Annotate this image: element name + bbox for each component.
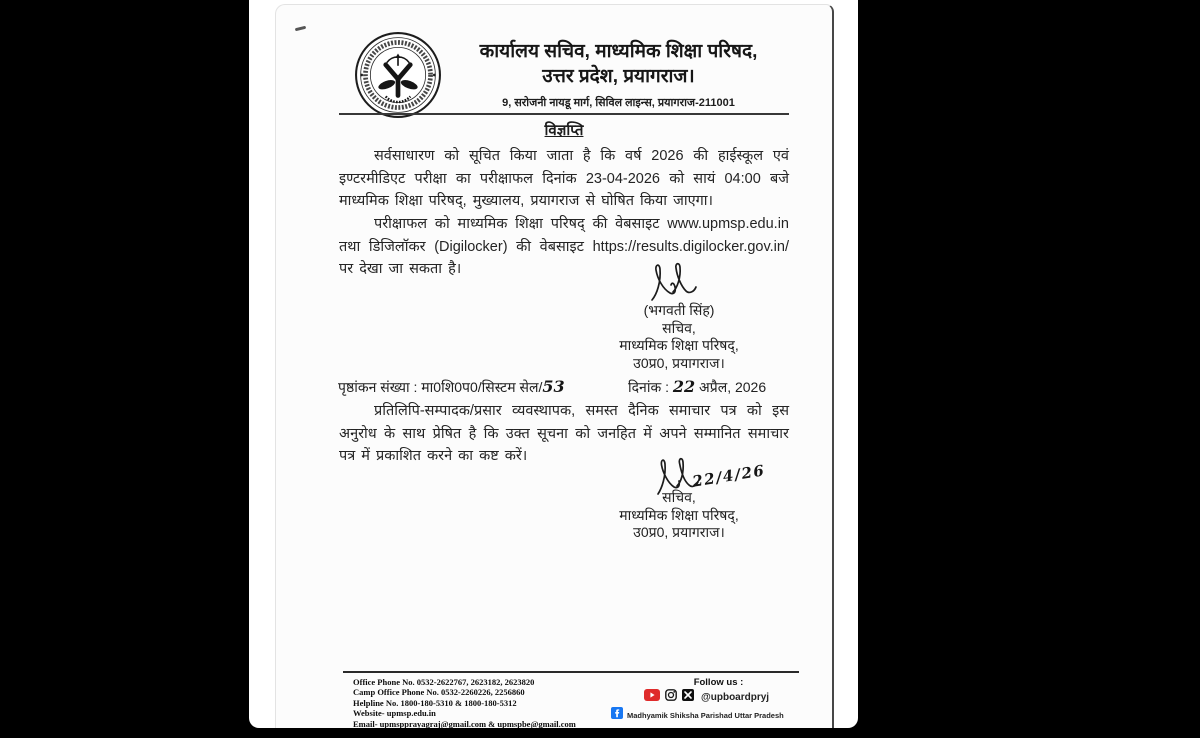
corner-pen-mark [295, 26, 306, 32]
social-icons-row [644, 688, 769, 706]
footer-contact-line: Helpline No. 1800-180-5310 & 1800-180-5312 [353, 697, 517, 708]
footer-contact-block [353, 677, 576, 728]
signature-2-date-note: 22/4/26 [691, 461, 767, 491]
letterhead [426, 39, 811, 110]
signatory-org: माध्यमिक शिक्षा परिषद्, [619, 337, 739, 354]
endorsement-date-rest: अप्रैल, 2026 [699, 379, 767, 395]
endorsement-date-day: 22 [672, 377, 696, 396]
scan-panel [249, 0, 858, 728]
footer-contact-line: Email- upmspprayagraj@gmail.com & upmspbe@gmail.com [353, 718, 576, 728]
notice-title: विज्ञप्ति [544, 122, 584, 139]
x-icon [682, 688, 694, 706]
endorsement-label: पृष्ठांकन संख्या : मा0शि0प0/सिस्टम सेल/ [338, 379, 543, 395]
notice-paragraph-2: परीक्षाफल को माध्यमिक शिक्षा परिषद् की वेबसाइट www.upmsp.edu.in तथा डिजिलॉकर (Digilocker) की वेबसाइट https://results.digilocker.gov.in/ पर देखा जा सकता है। [339, 216, 789, 278]
signatory-2-designation: सचिव, [662, 489, 696, 505]
signatory-designation: सचिव, [662, 319, 696, 336]
header-rule [339, 113, 789, 115]
social-handle: @upboardpryj [701, 691, 770, 703]
endorsement-date-label: दिनांक : [628, 379, 669, 395]
facebook-icon [611, 706, 623, 724]
org-name-line2: उत्तर प्रदेश, प्रयागराज। [542, 66, 695, 87]
footer-contact-line: Camp Office Phone No. 0532-2260226, 2256860 [353, 687, 525, 698]
signatory-name: (भगवती सिंह) [643, 302, 715, 318]
endorsement-date [628, 377, 766, 397]
footer-rule [343, 671, 799, 673]
follow-us-label: Follow us : [693, 677, 744, 688]
footer-contact-line: Office Phone No. 0532-2622767, 2623182, 2623820 [353, 677, 535, 687]
signature-scribble-icon [648, 258, 700, 304]
facebook-page-name: Madhyamik Shiksha Parishad Uttar Pradesh [627, 710, 784, 720]
signatory-place: उ0प्र0, प्रयागराज। [633, 354, 725, 371]
endorsement-line [338, 377, 565, 397]
endorsement-number: 53 [542, 377, 565, 396]
facebook-row [611, 706, 784, 724]
copy-note-paragraph: प्रतिलिपि-सम्पादक/प्रसार व्यवस्थापक, समस्त दैनिक समाचार पत्र को इस अनुरोध के साथ प्रेषित है कि उक्त सूचना को जनहित में अपने सम्मानित समाचार पत्र में प्रकाशित करने का कष्ट करें। [339, 403, 789, 465]
signatory-2-place: उ0प्र0, प्रयागराज। [633, 524, 725, 541]
org-address: 9, सरोजनी नायडू मार्ग, सिविल लाइन्स, प्रयागराज-211001 [502, 97, 735, 109]
signatory-block-1 [579, 302, 779, 372]
instagram-icon [665, 688, 677, 706]
document-page [275, 4, 834, 728]
youtube-icon [644, 688, 660, 706]
signatory-2-org: माध्यमिक शिक्षा परिषद्, [619, 506, 739, 523]
signatory-block-2 [579, 489, 779, 542]
notice-paragraph-1: सर्वसाधारण को सूचित किया जाता है कि वर्ष 2026 की हाईस्कूल एवं इण्टरमीडिएट परीक्षा का परीक्षाफल दिनांक 23-04-2026 को सायं 04:00 बजे माध्यमिक शिक्षा परिषद्, मुख्यालय, प्रयागराज से घोषित किया जाएगा। [339, 148, 789, 210]
org-name-line1: कार्यालय सचिव, माध्यमिक शिक्षा परिषद, [479, 41, 758, 62]
footer-contact-line: Website- upmsp.edu.in [353, 708, 436, 719]
